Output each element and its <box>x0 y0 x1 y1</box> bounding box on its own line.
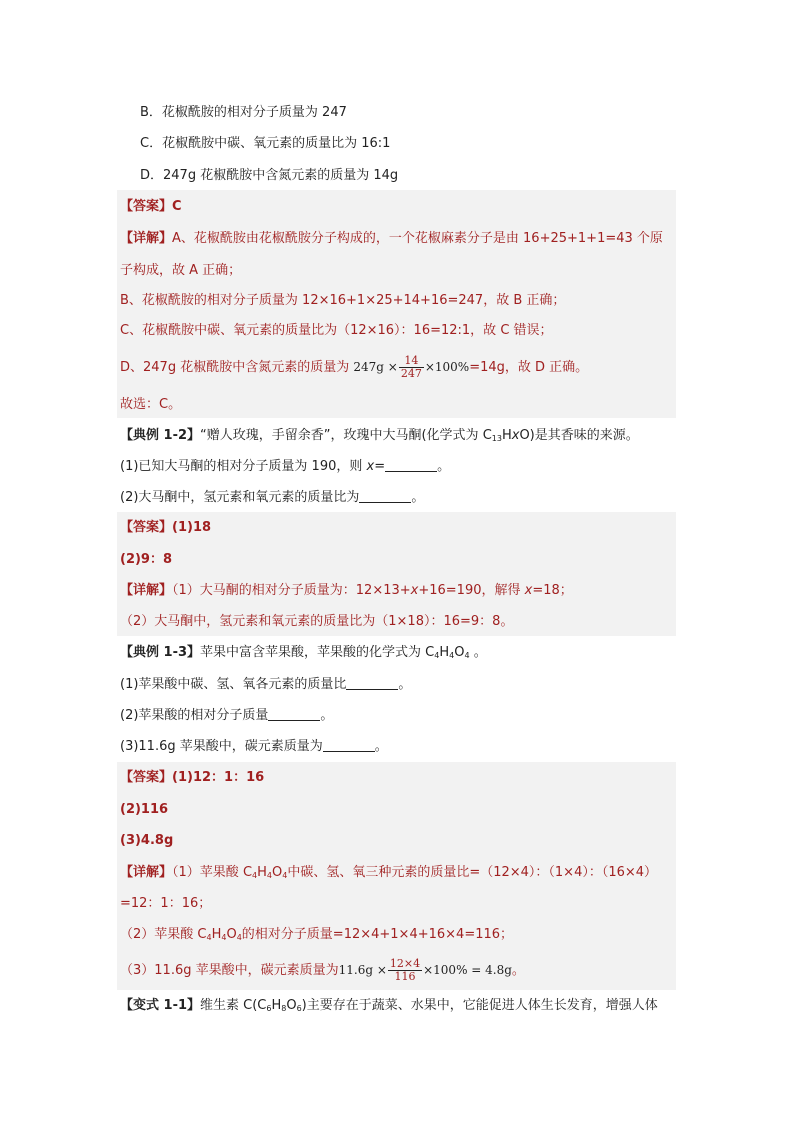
q3-detail1-cont: =12：1：16； <box>120 896 212 911</box>
fraction-14-over-247: $\frac{14}{247}$ <box>400 354 422 380</box>
q2-stem: 【典例 1-2】“赠人玫瑰，手留余香”，玫瑰中大马酮(化学式为 $C_{13}HxO$)是其香味的来源。 <box>120 428 639 443</box>
blank-line <box>268 708 320 721</box>
q1-conclusion: 故选：C。 <box>120 397 182 412</box>
option-d: D．247g 花椒酰胺中含氮元素的质量为 14g <box>140 168 399 183</box>
q3-part3: (3)11.6g 苹果酸中，碳元素质量为 。 <box>120 739 388 754</box>
q3-stem: 【典例 1-3】苹果中富含苹果酸，苹果酸的化学式为 $C_4H_4O_4$ 。 <box>120 645 487 660</box>
q1-detail-a-line2: 子构成，故 A 正确； <box>120 263 242 278</box>
blank-line <box>385 459 437 472</box>
fraction-48-over-116: $\frac{12\times 4}{116}$ <box>389 957 421 983</box>
q2-answer1: 【答案】(1)18 <box>120 520 212 535</box>
q2-detail2: （2）大马酮中，氢元素和氧元素的质量比为（1×18）：16=9：8。 <box>120 614 514 629</box>
option-b: B．花椒酰胺的相对分子质量为 247 <box>140 105 347 120</box>
q4-stem: 【变式 1-1】维生素 $C(C_6H_8O_6)$主要存在于蔬菜、水果中，它能促进人体生长发育，增强人体 <box>120 998 658 1013</box>
q3-part1: (1)苹果酸中碳、氢、氧各元素的质量比 。 <box>120 677 412 692</box>
blank-line <box>323 739 375 752</box>
q3-answer3: (3)4.8g <box>120 833 174 848</box>
q3-detail1: 【详解】（1）苹果酸 $C_4H_4O_4$中碳、氢、氧三种元素的质量比=（12×4）：（1×4）：（16×4） <box>120 865 658 880</box>
q3-answer1: 【答案】(1)12：1：16 <box>120 770 265 785</box>
q3-answer2: (2)116 <box>120 802 169 817</box>
blank-line <box>346 677 398 690</box>
q2-answer2: (2)9：8 <box>120 552 173 567</box>
blank-line <box>359 490 411 503</box>
option-c: C．花椒酰胺中碳、氧元素的质量比为 16:1 <box>140 136 391 151</box>
q1-detail-c: C、花椒酰胺中碳、氧元素的质量比为（12×16）：16=12:1，故 C 错误； <box>120 323 553 338</box>
q1-detail-a-line1: 【详解】A、花椒酰胺由花椒酰胺分子构成的，一个花椒麻素分子是由 16+25+1+1=43 个原 <box>120 231 663 246</box>
q1-detail-d: D、247g 花椒酰胺中含氮元素的质量为 247g × $\frac{14}{247}$ ×100%=14g，故 D 正确。 <box>120 354 589 380</box>
q2-detail1: 【详解】（1）大马酮的相对分子质量为：12×13+x+16=190，解得 x=18； <box>120 583 573 598</box>
q1-answer: 【答案】C <box>120 199 182 214</box>
q3-part2: (2)苹果酸的相对分子质量 。 <box>120 708 334 723</box>
q2-part2: (2)大马酮中，氢元素和氧元素的质量比为 。 <box>120 490 425 505</box>
q3-detail3: （3）11.6g 苹果酸中，碳元素质量为11.6g × $\frac{12\times 4}{116}$ ×100% = 4.8g。 <box>120 957 525 983</box>
q1-detail-b: B、花椒酰胺的相对分子质量为 12×16+1×25+14+16=247，故 B 正确； <box>120 293 566 308</box>
q2-part1: (1)已知大马酮的相对分子质量为 190，则 x= 。 <box>120 459 451 474</box>
q3-detail2: （2）苹果酸 $C_4H_4O_4$的相对分子质量=12×4+1×4+16×4=116； <box>120 927 514 942</box>
